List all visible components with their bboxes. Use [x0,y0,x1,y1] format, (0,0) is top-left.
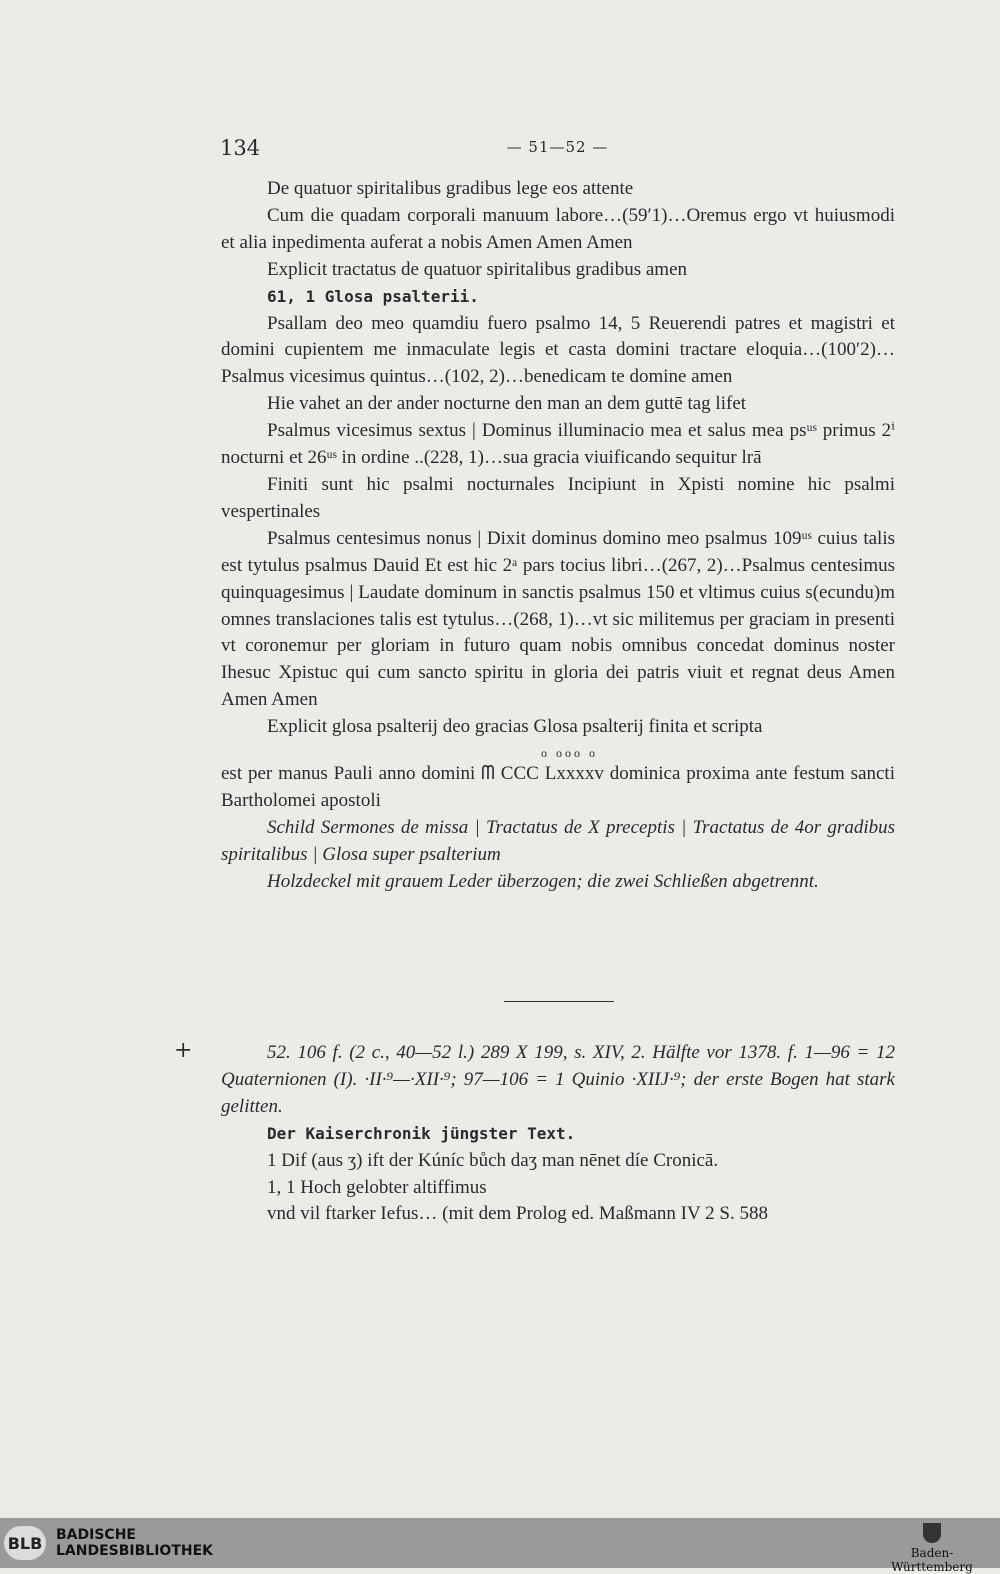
text-paragraph: Finiti sunt hic psalmi nocturnales Incipiunt in Xpisti nomine hic psalmi vespertinales [221,473,895,522]
library-line2: LANDESBIBLIOTHEK [56,1543,214,1559]
state-name: Baden-Württemberg [891,1546,973,1574]
text-paragraph: Cum die quadam corporali manuum labore…(59′1)…Oremus ergo vt huiusmodi et alia inpedimenta auferat a nobis Amen Amen Amen [221,204,895,253]
text-line: Explicit tractatus de quatuor spiritalibus gradibus amen [267,258,688,280]
entry-heading: Der Kaiserchronik jüngster Text. [267,1123,576,1143]
text-line: 1 Dif (aus ʒ) ift der Kúníc bůch daʒ man nēnet díe Cronicā. [267,1149,719,1171]
text-paragraph: Psallam deo meo quamdiu fuero psalmo 14, 5 Reuerendi patres et magistri et domini cupientem me inmaculate legis et casta domini tractare eloquia…(100′2)…Psalmus vicesimus quintus…(102, 2)…benedicam te domine amen [221,312,895,388]
library-line1: BADISCHE [56,1527,136,1543]
footer-bar [0,1518,1000,1574]
catalog-entry-52 [221,1040,895,1228]
library-name [56,1527,213,1559]
running-head: — 51—52 — [506,138,609,156]
catalog-text [221,176,895,896]
text-paragraph: Psalmus vicesimus sextus | Dominus illuminacio mea et salus mea psᵘˢ primus 2ⁱ nocturni et 26ᵘˢ in ordine ..(228, 1)…sua gracia viuificando sequitur lrā [221,420,895,469]
coat-of-arms-icon [923,1523,941,1543]
page-number: 134 [220,136,261,160]
text-paragraph: Schild Sermones de missa | Tractatus de X preceptis | Tractatus de 4or gradibus spiritalibus | Glosa super psalterium [221,816,895,865]
text-line: Hie vahet an der ander nocturne den man an dem guttē tag lifet [267,393,747,415]
entry-description: 52. 106 f. (2 c., 40—52 l.) 289 X 199, s. XIV, 2. Hälfte vor 1378. f. 1—96 = 12 Quaternionen (I). ·II·⁹—·XII·⁹; 97—106 = 1 Quinio ·XIIJ·⁹; der erste Bogen hat stark gelitten. [221,1042,895,1117]
text-paragraph: est per manus Pauli anno domini ᗰ CCC Lxxxxv dominica proxima ante festum sancti Bartholomei apostoli [221,763,895,811]
margin-plus-mark: + [174,1038,193,1063]
superscript-marks: o ooo o [541,746,598,761]
state-logo [872,1523,992,1574]
page-header [220,136,895,164]
section-heading: 61, 1 Glosa psalterii. [267,286,479,306]
text-paragraph: Holzdeckel mit grauem Leder überzogen; die zwei Schließen abgetrennt. [267,870,819,892]
text-line: vnd vil ftarker Iefus… (mit dem Prolog ed. Maßmann IV 2 S. 588 [267,1203,768,1225]
section-divider [504,1001,614,1002]
text-line: 1, 1 Hoch gelobter altiffimus [267,1176,487,1198]
text-line: De quatuor spiritalibus gradibus lege eos attente [267,178,634,199]
blb-logo[interactable]: BLB [4,1526,46,1560]
text-paragraph: Psalmus centesimus nonus | Dixit dominus domino meo psalmus 109ᵘˢ cuius talis est tytulus psalmus Dauid Et est hic 2ᵃ pars tocius libri…(267, 2)…Psalmus centesimus quinquagesimus | Laudate dominum in sanctis psalmus 150 et vltimus cuius s(ecundu)m omnes translaciones talis est tytulus…(268, 1)…vt sic militemus per graciam in presenti vt coronemur per gloriam in futuro quam nobis omnibus concedat dominus noster Ihesuc Xpistuc qui cum sancto spiritu in gloria dei patris viuit et regnat deus Amen Amen Amen [221,527,895,711]
text-line: Explicit glosa psalterij deo gracias Glosa psalterij finita et scripta [267,716,763,738]
